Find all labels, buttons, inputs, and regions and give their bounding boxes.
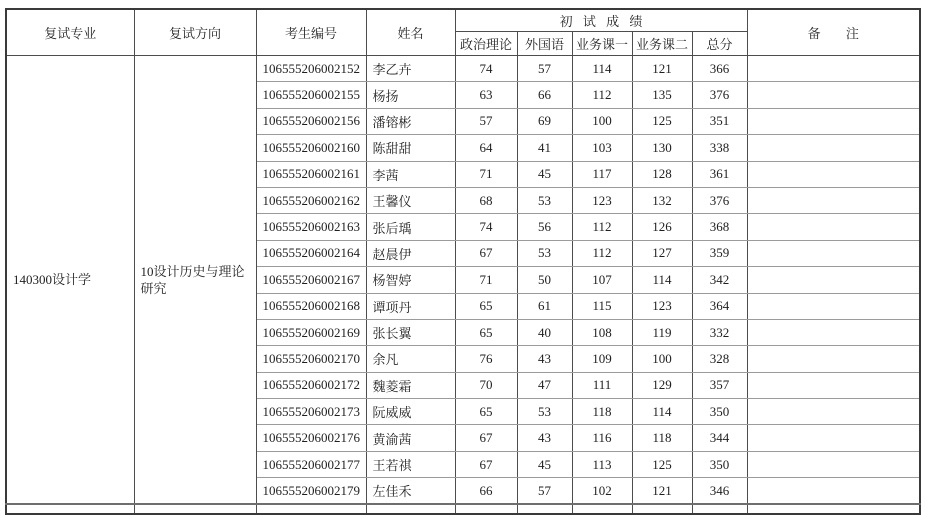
course2-score-cell: 121: [632, 478, 692, 504]
empty-cell: [517, 504, 572, 514]
empty-cell: [6, 504, 134, 514]
name-cell: 杨智婷: [366, 267, 455, 293]
total-score-cell: 346: [692, 478, 747, 504]
foreign-language-score-cell: 43: [517, 425, 572, 451]
course2-score-cell: 118: [632, 425, 692, 451]
candidate-id-cell: 106555206002170: [256, 346, 366, 372]
header-total: 总分: [692, 32, 747, 56]
header-direction: 复试方向: [134, 9, 256, 56]
score-row: [6, 56, 920, 82]
course1-score-cell: 107: [572, 267, 632, 293]
foreign-language-score-cell: 53: [517, 399, 572, 425]
table-body: [6, 56, 920, 515]
total-score-cell: 376: [692, 187, 747, 213]
total-score-cell: 359: [692, 240, 747, 266]
total-score-cell: 361: [692, 161, 747, 187]
total-score-cell: 344: [692, 425, 747, 451]
candidate-id-cell: 106555206002167: [256, 267, 366, 293]
foreign-language-score-cell: 69: [517, 108, 572, 134]
partial-next-row: [6, 504, 920, 514]
course2-score-cell: 119: [632, 319, 692, 345]
course1-score-cell: 108: [572, 319, 632, 345]
candidate-id-cell: 106555206002160: [256, 135, 366, 161]
total-score-cell: 350: [692, 451, 747, 477]
course1-score-cell: 113: [572, 451, 632, 477]
candidate-id-cell: 106555206002169: [256, 319, 366, 345]
course2-score-cell: 135: [632, 82, 692, 108]
foreign-language-score-cell: 45: [517, 161, 572, 187]
total-score-cell: 350: [692, 399, 747, 425]
total-score-cell: 342: [692, 267, 747, 293]
name-cell: 左佳禾: [366, 478, 455, 504]
header-politics: 政治理论: [455, 32, 517, 56]
course1-score-cell: 118: [572, 399, 632, 425]
foreign-language-score-cell: 57: [517, 56, 572, 82]
name-cell: 张长翼: [366, 319, 455, 345]
candidate-id-cell: 106555206002162: [256, 187, 366, 213]
remarks-cell: [747, 56, 920, 82]
foreign-language-score-cell: 66: [517, 82, 572, 108]
foreign-language-score-cell: 53: [517, 240, 572, 266]
candidate-id-cell: 106555206002177: [256, 451, 366, 477]
name-cell: 张后瑀: [366, 214, 455, 240]
empty-cell: [572, 504, 632, 514]
politics-score-cell: 67: [455, 240, 517, 266]
foreign-language-score-cell: 40: [517, 319, 572, 345]
header-course1: 业务课一: [572, 32, 632, 56]
course1-score-cell: 111: [572, 372, 632, 398]
politics-score-cell: 65: [455, 399, 517, 425]
course1-score-cell: 123: [572, 187, 632, 213]
remarks-cell: [747, 108, 920, 134]
header-course2: 业务课二: [632, 32, 692, 56]
remarks-cell: [747, 478, 920, 504]
politics-score-cell: 67: [455, 425, 517, 451]
total-score-cell: 364: [692, 293, 747, 319]
politics-score-cell: 57: [455, 108, 517, 134]
name-cell: 黄渝茜: [366, 425, 455, 451]
remarks-cell: [747, 399, 920, 425]
total-score-cell: 351: [692, 108, 747, 134]
name-cell: 阮威威: [366, 399, 455, 425]
candidate-id-cell: 106555206002173: [256, 399, 366, 425]
name-cell: 赵晨伊: [366, 240, 455, 266]
remarks-cell: [747, 135, 920, 161]
name-cell: 潘镕彬: [366, 108, 455, 134]
politics-score-cell: 63: [455, 82, 517, 108]
course2-score-cell: 127: [632, 240, 692, 266]
header-name: 姓名: [366, 9, 455, 56]
candidate-id-cell: 106555206002168: [256, 293, 366, 319]
course2-score-cell: 126: [632, 214, 692, 240]
remarks-cell: [747, 451, 920, 477]
foreign-language-score-cell: 56: [517, 214, 572, 240]
politics-score-cell: 71: [455, 267, 517, 293]
header-major: 复试专业: [6, 9, 134, 56]
name-cell: 王馨仪: [366, 187, 455, 213]
total-score-cell: 332: [692, 319, 747, 345]
politics-score-cell: 65: [455, 293, 517, 319]
candidate-id-cell: 106555206002156: [256, 108, 366, 134]
name-cell: 李茜: [366, 161, 455, 187]
empty-cell: [747, 504, 920, 514]
empty-cell: [632, 504, 692, 514]
course1-score-cell: 117: [572, 161, 632, 187]
course2-score-cell: 130: [632, 135, 692, 161]
course1-score-cell: 100: [572, 108, 632, 134]
politics-score-cell: 74: [455, 214, 517, 240]
candidate-id-cell: 106555206002179: [256, 478, 366, 504]
course2-score-cell: 125: [632, 451, 692, 477]
politics-score-cell: 66: [455, 478, 517, 504]
name-cell: 李乙卉: [366, 56, 455, 82]
course2-score-cell: 123: [632, 293, 692, 319]
course2-score-cell: 129: [632, 372, 692, 398]
course2-score-cell: 125: [632, 108, 692, 134]
remarks-cell: [747, 267, 920, 293]
major-cell: 140300设计学: [6, 56, 134, 505]
candidate-id-cell: 106555206002172: [256, 372, 366, 398]
foreign-language-score-cell: 53: [517, 187, 572, 213]
foreign-language-score-cell: 50: [517, 267, 572, 293]
politics-score-cell: 71: [455, 161, 517, 187]
candidate-id-cell: 106555206002152: [256, 56, 366, 82]
empty-cell: [366, 504, 455, 514]
total-score-cell: 368: [692, 214, 747, 240]
foreign-language-score-cell: 41: [517, 135, 572, 161]
total-score-cell: 338: [692, 135, 747, 161]
candidate-id-cell: 106555206002164: [256, 240, 366, 266]
remarks-cell: [747, 293, 920, 319]
remarks-cell: [747, 161, 920, 187]
foreign-language-score-cell: 61: [517, 293, 572, 319]
foreign-language-score-cell: 57: [517, 478, 572, 504]
politics-score-cell: 76: [455, 346, 517, 372]
name-cell: 谭项丹: [366, 293, 455, 319]
header-candidate-id: 考生编号: [256, 9, 366, 56]
course1-score-cell: 114: [572, 56, 632, 82]
name-cell: 余凡: [366, 346, 455, 372]
politics-score-cell: 67: [455, 451, 517, 477]
remarks-cell: [747, 82, 920, 108]
foreign-language-score-cell: 43: [517, 346, 572, 372]
course1-score-cell: 112: [572, 240, 632, 266]
total-score-cell: 357: [692, 372, 747, 398]
remarks-cell: [747, 240, 920, 266]
name-cell: 王若祺: [366, 451, 455, 477]
remarks-cell: [747, 214, 920, 240]
foreign-language-score-cell: 45: [517, 451, 572, 477]
politics-score-cell: 65: [455, 319, 517, 345]
course1-score-cell: 109: [572, 346, 632, 372]
course1-score-cell: 115: [572, 293, 632, 319]
empty-cell: [692, 504, 747, 514]
total-score-cell: 328: [692, 346, 747, 372]
course2-score-cell: 114: [632, 399, 692, 425]
empty-cell: [256, 504, 366, 514]
candidate-id-cell: 106555206002163: [256, 214, 366, 240]
table-header: [6, 9, 920, 56]
admission-scores-table: [5, 8, 921, 515]
course2-score-cell: 121: [632, 56, 692, 82]
remarks-cell: [747, 319, 920, 345]
politics-score-cell: 74: [455, 56, 517, 82]
total-score-cell: 366: [692, 56, 747, 82]
direction-cell: 10设计历史与理论研究: [134, 56, 256, 505]
course1-score-cell: 116: [572, 425, 632, 451]
name-cell: 魏菱霜: [366, 372, 455, 398]
empty-cell: [455, 504, 517, 514]
total-score-cell: 376: [692, 82, 747, 108]
name-cell: 杨扬: [366, 82, 455, 108]
course1-score-cell: 112: [572, 82, 632, 108]
header-remarks: 备 注: [747, 9, 920, 56]
header-initial-exam-group: 初 试 成 绩: [455, 9, 747, 32]
header-row-top: [6, 9, 920, 32]
course2-score-cell: 100: [632, 346, 692, 372]
course2-score-cell: 132: [632, 187, 692, 213]
remarks-cell: [747, 425, 920, 451]
candidate-id-cell: 106555206002176: [256, 425, 366, 451]
course1-score-cell: 103: [572, 135, 632, 161]
politics-score-cell: 70: [455, 372, 517, 398]
foreign-language-score-cell: 47: [517, 372, 572, 398]
candidate-id-cell: 106555206002161: [256, 161, 366, 187]
remarks-cell: [747, 372, 920, 398]
politics-score-cell: 64: [455, 135, 517, 161]
remarks-cell: [747, 187, 920, 213]
header-foreign-language: 外国语: [517, 32, 572, 56]
politics-score-cell: 68: [455, 187, 517, 213]
empty-cell: [134, 504, 256, 514]
course1-score-cell: 112: [572, 214, 632, 240]
remarks-cell: [747, 346, 920, 372]
name-cell: 陈甜甜: [366, 135, 455, 161]
course1-score-cell: 102: [572, 478, 632, 504]
course2-score-cell: 114: [632, 267, 692, 293]
candidate-id-cell: 106555206002155: [256, 82, 366, 108]
course2-score-cell: 128: [632, 161, 692, 187]
